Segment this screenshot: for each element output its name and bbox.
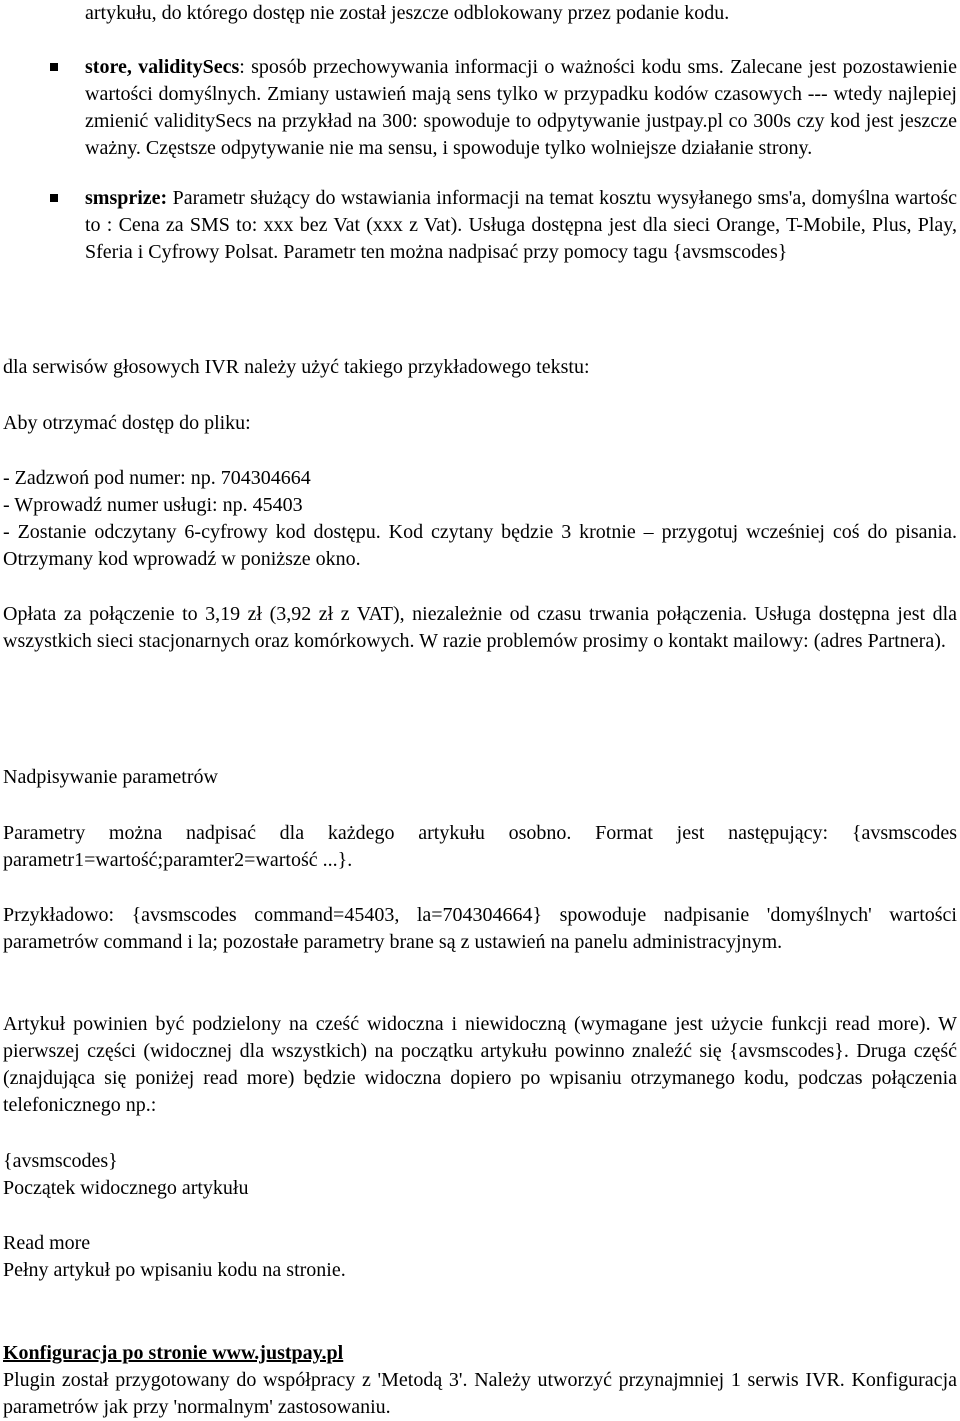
square-bullet-icon xyxy=(50,194,58,202)
ivr-intro: dla serwisów głosowych IVR należy użyć takiego przykładowego tekstu: xyxy=(3,356,590,378)
config-text: Plugin został przygotowany do współpracy z 'Metodą 3'. Należy utworzyć przynajmniej 1 serwis IVR. Konfiguracja parametrów jak przy 'normalnym' zastosowaniu. xyxy=(3,1369,957,1418)
example-tag: {avsmscodes} xyxy=(3,1150,118,1172)
ivr-step-1: - Zadzwoń pod numer: np. 704304664 xyxy=(3,467,311,489)
list-item-text: artykułu, do którego dostęp nie został jeszcze odblokowany przez podanie kodu. xyxy=(85,2,730,24)
ivr-fee-info: Opłata za połączenie to 3,19 zł (3,92 zł z VAT), niezależnie od czasu trwania połączenia. Usługa dostępna jest dla wszystkich sieci stacjonarnych oraz komórkowych. W razie problemów prosimy o kontakt mailowy: (adres Partnera). xyxy=(3,603,957,652)
ivr-step-2: - Wprowadź numer usługi: np. 45403 xyxy=(3,494,303,516)
override-paragraph-1: Parametry można nadpisać dla każdego artykułu osobno. Format jest następujący: {avsmscodes parametr1=wartość;paramter2=wartość ...}. xyxy=(3,822,957,871)
list-item-store xyxy=(3,54,957,162)
example-visible-text: Początek widocznego artykułu xyxy=(3,1177,249,1199)
list-item-continuation xyxy=(3,0,957,27)
override-paragraph-2: Przykładowo: {avsmscodes command=45403, la=704304664} spowoduje nadpisanie 'domyślnych' wartości parametrów command i la; pozostałe parametry brane są z ustawień na panelu administracyjnym. xyxy=(3,904,957,953)
override-paragraph-3: Artykuł powinien być podzielony na cześć widoczna i niewidoczną (wymagane jest użycie funkcji read more). W pierwszej części (widocznej dla wszystkich) na początku artykułu powinno znaleźć się {avsmscodes}. Druga część (znajdująca się poniżej read more) będzie widoczna dopiero po wpisaniu otrzymanego kodu, podczas połączenia telefonicznego np.: xyxy=(3,1013,957,1116)
param-description: Parametr służący do wstawiania informacji na temat kosztu wysyłanego sms'a, domyślna wartośc to : Cena za SMS to: xxx bez Vat (xxx z Vat). Usługa dostępna jest dla sieci Orange, T-Mobile, Plus, Play, Sferia i Cyfrowy Polsat. Parametr ten można nadpisać przy pomocy tagu {avsmscodes} xyxy=(85,187,957,263)
example-full-article: Pełny artykuł po wpisaniu kodu na stronie. xyxy=(3,1259,346,1281)
square-bullet-icon xyxy=(50,63,58,71)
param-term: smsprize: xyxy=(85,187,168,209)
ivr-heading: Aby otrzymać dostęp do pliku: xyxy=(3,412,251,434)
example-read-more: Read more xyxy=(3,1232,91,1254)
list-item-smsprize xyxy=(3,185,957,266)
param-description: : sposób przechowywania informacji o ważności kodu sms. Zalecane jest pozostawienie wartości domyślnych. Zmiany ustawień mają sens tylko w przypadku kodów czasowych --- wtedy najlepiej zmienić validitySecs na przykład na 300: spowoduje to odpytywanie justpay.pl co 300s czy kod jest jeszcze ważny. Częstsze odpytywanie nie ma sensu, i spowoduje tylko wolniejsze działanie strony. xyxy=(85,56,957,159)
param-term: store, validitySecs xyxy=(85,56,240,78)
ivr-step-3: - Zostanie odczytany 6-cyfrowy kod dostępu. Kod czytany będzie 3 krotnie – przygotuj wcześniej coś do pisania. Otrzymany kod wprowadź w poniższe okno. xyxy=(3,521,957,570)
config-heading: Konfiguracja po stronie www.justpay.pl xyxy=(3,1342,344,1364)
parameter-list xyxy=(3,0,957,266)
override-heading: Nadpisywanie parametrów xyxy=(3,766,218,788)
